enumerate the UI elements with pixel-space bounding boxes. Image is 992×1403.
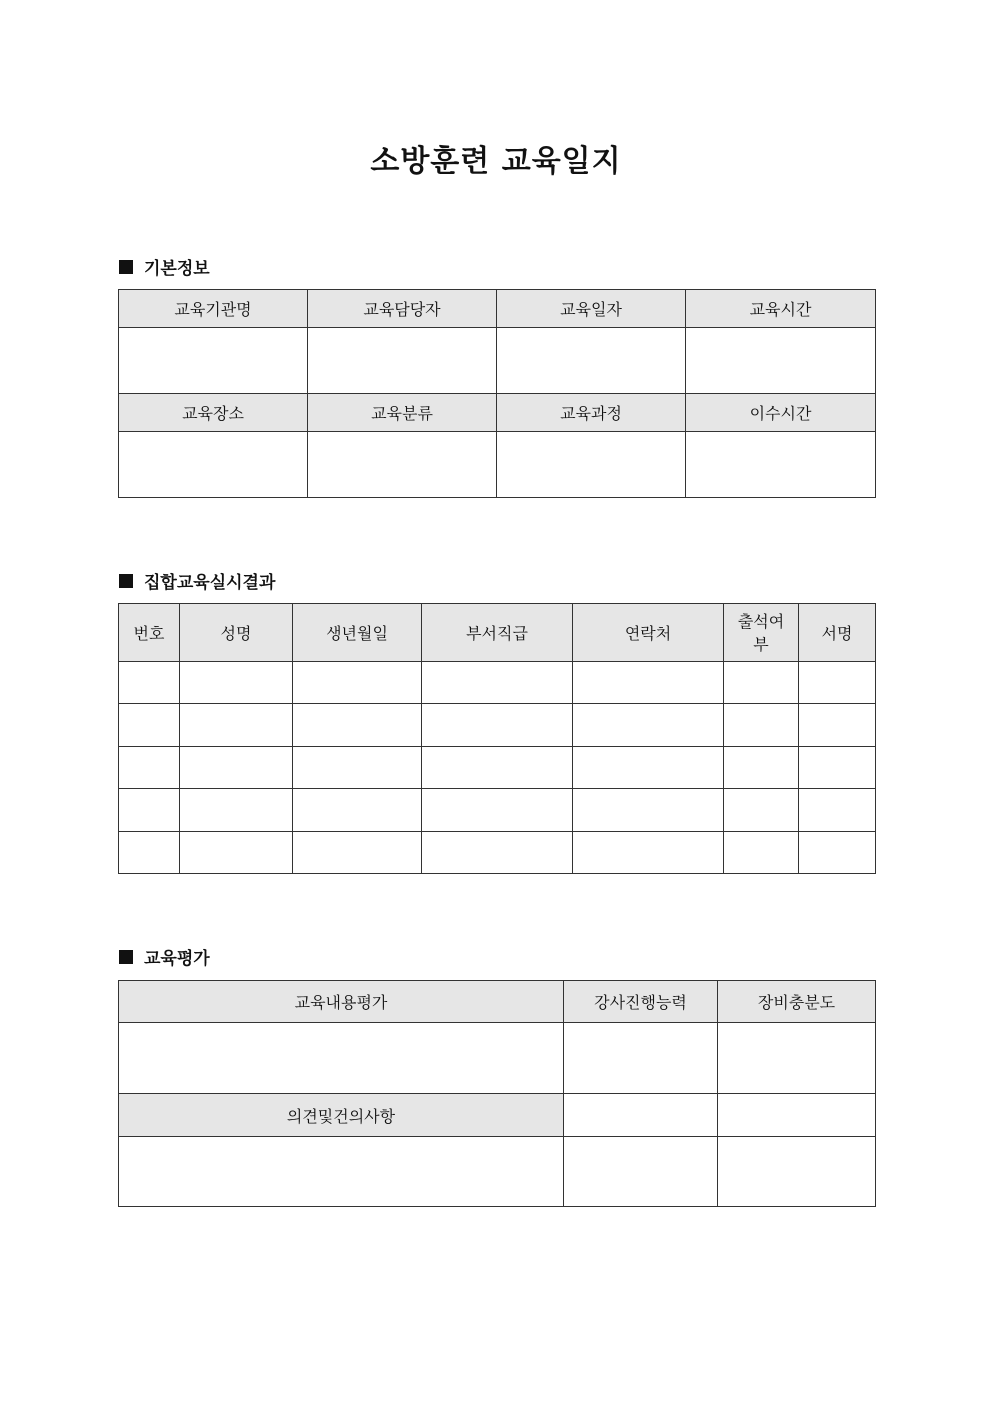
input-cell[interactable] [308,432,497,498]
input-cell[interactable] [180,662,293,704]
square-bullet-icon [119,950,133,964]
input-cell[interactable] [573,747,724,789]
input-cell[interactable] [497,328,686,394]
input-cell[interactable] [718,1137,876,1207]
input-cell[interactable] [293,662,422,704]
input-cell[interactable] [799,662,876,704]
section-title: 집합교육실시결과 [144,573,276,593]
input-cell[interactable] [119,432,308,498]
header-cell: 번호 [119,604,180,662]
input-cell[interactable] [799,704,876,747]
input-cell[interactable] [119,1137,564,1207]
input-cell[interactable] [180,832,293,874]
evaluation-table [118,980,876,1207]
input-cell[interactable] [564,1023,718,1094]
section-title: 교육평가 [144,949,210,969]
input-cell[interactable] [119,832,180,874]
input-cell[interactable] [718,1023,876,1094]
input-cell[interactable] [724,832,799,874]
table-row [119,662,876,704]
table-row [119,704,876,747]
input-cell[interactable] [724,662,799,704]
section-title: 기본정보 [144,259,210,279]
square-bullet-icon [119,260,133,274]
input-cell[interactable] [799,747,876,789]
input-cell[interactable] [119,1023,564,1094]
input-cell[interactable] [573,662,724,704]
header-line: 부 [753,634,769,654]
input-cell[interactable] [119,747,180,789]
input-cell[interactable] [724,789,799,832]
header-cell: 교육시간 [686,290,876,328]
input-cell[interactable] [180,789,293,832]
square-bullet-icon [119,574,133,588]
header-cell: 교육일자 [497,290,686,328]
table-row [119,747,876,789]
section-heading-attendance [119,568,275,593]
header-cell: 교육내용평가 [119,981,564,1023]
header-cell: 성명 [180,604,293,662]
input-cell[interactable] [180,704,293,747]
header-cell: 교육장소 [119,394,308,432]
header-cell: 연락처 [573,604,724,662]
input-cell[interactable] [308,328,497,394]
input-cell[interactable] [724,704,799,747]
input-cell[interactable] [119,789,180,832]
header-cell: 생년월일 [293,604,422,662]
input-cell[interactable] [293,704,422,747]
header-cell: 교육기관명 [119,290,308,328]
input-cell[interactable] [564,1137,718,1207]
header-line: 출석여 [737,611,785,631]
input-cell[interactable] [422,662,573,704]
basic-info-table [118,289,876,498]
header-cell: 의견및건의사항 [119,1094,564,1137]
section-heading-basic-info [119,254,210,279]
header-cell: 교육분류 [308,394,497,432]
input-cell[interactable] [799,789,876,832]
input-cell[interactable] [686,432,876,498]
header-cell-attendance [724,604,799,662]
header-cell: 서명 [799,604,876,662]
input-cell[interactable] [180,747,293,789]
input-cell[interactable] [422,747,573,789]
input-cell[interactable] [573,704,724,747]
input-cell[interactable] [573,832,724,874]
input-cell[interactable] [119,704,180,747]
header-cell: 부서직급 [422,604,573,662]
input-cell[interactable] [573,789,724,832]
header-cell: 강사진행능력 [564,981,718,1023]
input-cell[interactable] [422,704,573,747]
input-cell[interactable] [799,832,876,874]
attendance-table [118,603,876,874]
input-cell[interactable] [422,832,573,874]
header-cell: 이수시간 [686,394,876,432]
input-cell[interactable] [119,662,180,704]
header-cell: 교육과정 [497,394,686,432]
input-cell[interactable] [293,832,422,874]
input-cell[interactable] [724,747,799,789]
input-cell[interactable] [497,432,686,498]
input-cell[interactable] [718,1094,876,1137]
input-cell[interactable] [119,328,308,394]
input-cell[interactable] [422,789,573,832]
document-title: 소방훈련 교육일지 [370,144,622,179]
input-cell[interactable] [564,1094,718,1137]
section-heading-evaluation [119,944,210,969]
table-row [119,832,876,874]
header-cell: 교육담당자 [308,290,497,328]
input-cell[interactable] [686,328,876,394]
input-cell[interactable] [293,747,422,789]
input-cell[interactable] [293,789,422,832]
header-cell: 장비충분도 [718,981,876,1023]
table-row [119,789,876,832]
